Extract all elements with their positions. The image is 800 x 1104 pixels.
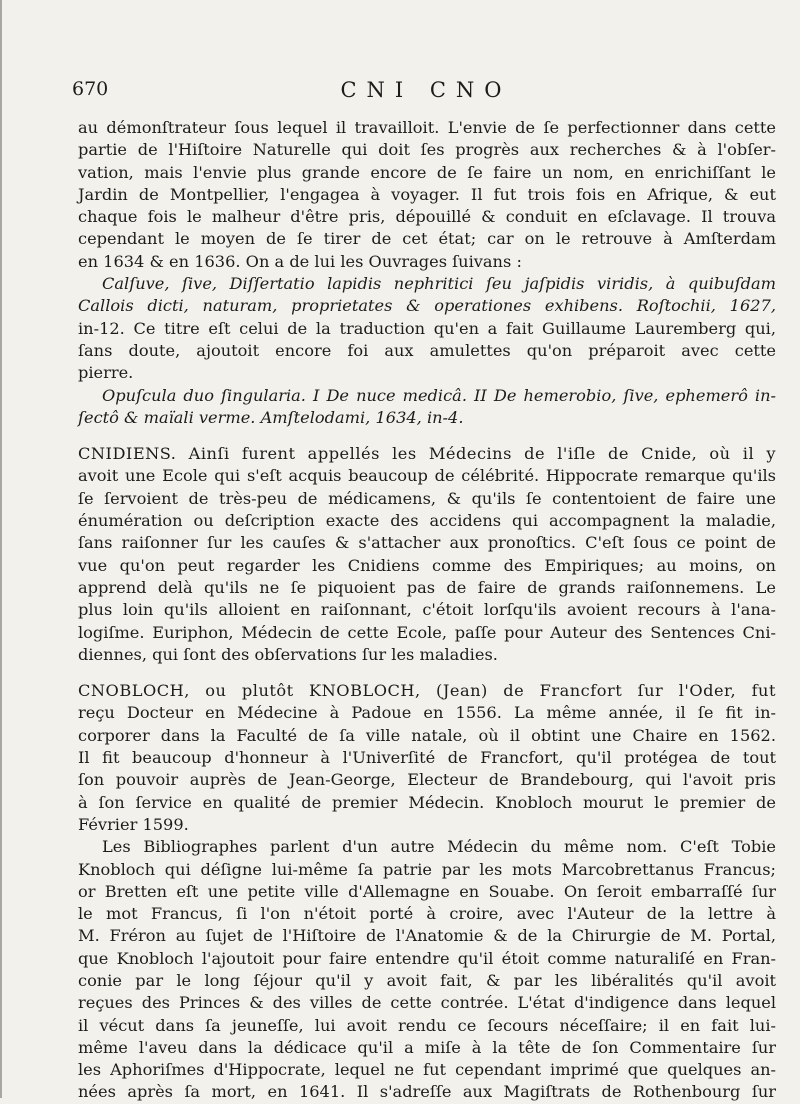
text-line: CNOBLOCH, ou plutôt KNOBLOCH, (Jean) de Francfort ſur l'Oder, fut (78, 681, 776, 701)
text-line: en 1634 & en 1636. On a de lui les Ouvrages ſuivans : (78, 251, 522, 271)
text-line: reçues des Princes & des villes de cette contrée. L'état d'indigence dans lequel (78, 993, 776, 1013)
text-line: que Knobloch l'ajoutoit pour faire entendre qu'il étoit comme naturaliſé en Fran- (78, 948, 776, 968)
paragraph (78, 836, 776, 1104)
paragraph (78, 117, 776, 273)
text-line: cependant le moyen de ſe tirer de cet état; car on le retrouve à Amſterdam (78, 229, 776, 249)
text-line: diennes, qui ſont des obſervations ſur les maladies. (78, 644, 498, 664)
text-line: ſans raiſonner ſur les cauſes & s'attacher aux pronoſtics. C'eſt ſous ce point de (78, 533, 776, 553)
text-line: ſectô & maïali verme. Amſtelodami, 1634, in-4. (78, 407, 464, 427)
entry-cnobloch (78, 680, 776, 836)
page-header (72, 78, 780, 108)
text-line: conie par le long ſéjour qu'il y avoit fait, & par les libéralités qu'il avoit (78, 970, 776, 990)
text-line: Callois dicti, naturam, proprietates & operationes exhibens. Roſtochii, 1627, (78, 296, 776, 316)
text-line: vation, mais l'envie plus grande encore de ſe faire un nom, en enrichiſſant le (78, 162, 776, 182)
text-line: plus loin qu'ils alloient en raiſonnant, c'étoit lorſqu'ils avoient recours à l'ana- (78, 600, 776, 620)
page-number: 670 (72, 78, 109, 100)
text-line: le mot Francus, ſi l'on n'étoit porté à croire, avec l'Auteur de la lettre à (78, 904, 776, 924)
text-line: Opuſcula duo ſingularia. I De nuce medicâ. II De hemerobio, ſive, ephemerô in- (102, 385, 776, 405)
text-line: partie de l'Hiſtoire Naturelle qui doit ſes progrès aux recherches & à l'obſer- (78, 140, 776, 160)
text-line: ſon pouvoir auprès de Jean-George, Electeur de Brandebourg, qui l'avoit pris (78, 770, 776, 790)
text-line: énumération ou deſcription exacte des accidens qui accompagnent la maladie, (78, 511, 776, 531)
text-line: or Bretten eſt une petite ville d'Allemagne en Souabe. On ſeroit embarraſſé ſur (78, 881, 776, 901)
bibliography-entry (78, 273, 776, 384)
text-line: il vécut dans ſa jeuneſſe, lui avoit rendu ce ſecours néceſſaire; il en fait lui- (78, 1015, 776, 1035)
text-line: Les Bibliographes parlent d'un autre Médecin du même nom. C'eſt Tobie (102, 837, 776, 857)
entry-cnidiens (78, 443, 776, 666)
text-line: ſe ſervoient de très-peu de médicamens, & qu'ils ſe contentoient de faire une (78, 488, 776, 508)
text-line: Il fit beaucoup d'honneur à l'Univerſité de Francfort, qu'il protégea de tout (78, 748, 776, 768)
text-line: ſans doute, ajoutoit encore foi aux amulettes qu'on préparoit avec cette (78, 340, 776, 360)
text-line: Février 1599. (78, 814, 189, 834)
text-line: CNIDIENS. Ainſi furent appellés les Médecins de l'iſle de Cnide, où il y (78, 444, 776, 464)
text-line: à ſon ſervice en qualité de premier Médecin. Knobloch mourut le premier de (78, 792, 776, 812)
text-line: M. Fréron au ſujet de l'Hiſtoire de l'Anatomie & de la Chirurgie de M. Portal, (78, 926, 776, 946)
text-line: corporer dans la Faculté de ſa ville natale, où il obtint une Chaire en 1562. (78, 725, 776, 745)
scan-edge (0, 0, 2, 1098)
bibliography-entry (78, 385, 776, 430)
running-head: CNI CNO (340, 78, 512, 102)
text-line: vue qu'on peut regarder les Cnidiens comme des Empiriques; au moins, on (78, 555, 776, 575)
text-line: nées après ſa mort, en 1641. Il s'adreſſe aux Magiſtrats de Rothenbourg ſur (78, 1082, 776, 1102)
text-line: pierre. (78, 363, 134, 383)
text-line: avoit une Ecole qui s'eſt acquis beaucoup de célébrité. Hippocrate remarque qu'ils (78, 466, 776, 486)
text-line: apprend delà qu'ils ne ſe piquoient pas de faire de grands raiſonnemens. Le (78, 577, 776, 597)
text-line: chaque fois le malheur d'être pris, dépouillé & conduit en eſclavage. Il trouva (78, 207, 776, 227)
text-line: même l'aveu dans la dédicace qu'il a miſe à la tête de ſon Commentaire ſur (78, 1037, 776, 1057)
text-line: in-12. Ce titre eſt celui de la traduction qu'en a fait Guillaume Lauremberg qui, (78, 318, 776, 338)
text-line: logiſme. Euriphon, Médecin de cette Ecole, paſſe pour Auteur des Sentences Cni- (78, 622, 776, 642)
text-body (78, 117, 776, 1104)
text-line: les Aphoriſmes d'Hippocrate, lequel ne fut cependant imprimé que quelques an- (78, 1060, 776, 1080)
text-line: Jardin de Montpellier, l'engagea à voyager. Il fut trois fois en Afrique, & eut (78, 184, 776, 204)
text-line: reçu Docteur en Médecine à Padoue en 1556. La même année, il ſe fit in- (78, 703, 776, 723)
text-line: Knobloch qui déſigne lui-même ſa patrie par les mots Marcobrettanus Francus; (78, 859, 776, 879)
text-line: au démonſtrateur ſous lequel il travailloit. L'envie de ſe perfectionner dans cette (78, 118, 776, 137)
text-line: Calſuve, ſive, Diſſertatio lapidis nephritici ſeu jaſpidis viridis, à quibuſdam (102, 274, 776, 294)
